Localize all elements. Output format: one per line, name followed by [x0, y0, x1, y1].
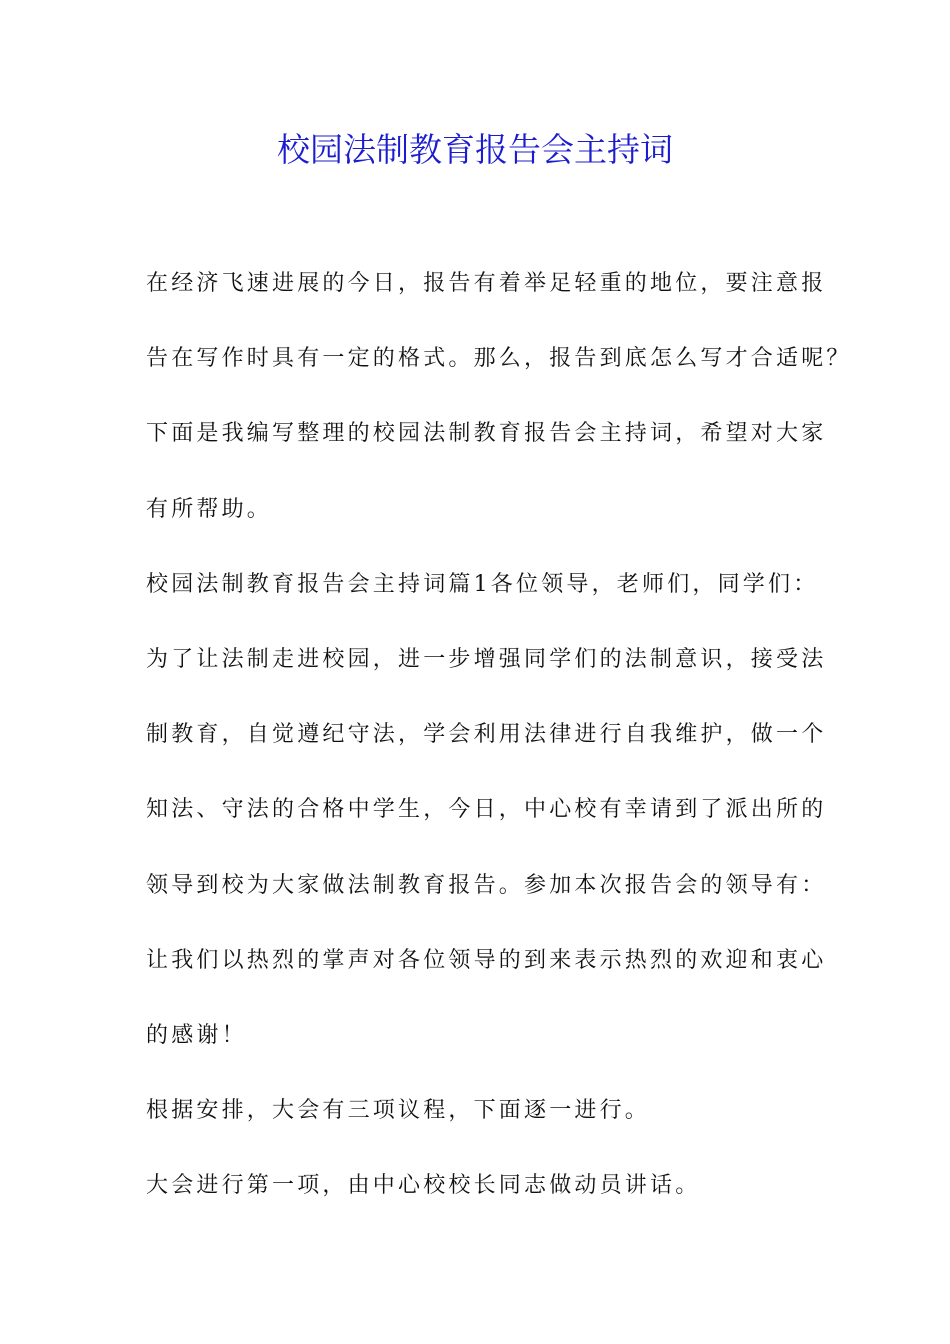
paragraph-line: 领导到校为大家做法制教育报告。参加本次报告会的领导有：	[146, 872, 827, 898]
paragraph-line: 告在写作时具有一定的格式。那么，报告到底怎么写才合适呢？	[146, 346, 852, 372]
paragraph-line: 让我们以热烈的掌声对各位领导的到来表示热烈的欢迎和衷心	[146, 947, 827, 973]
paragraph-line: 大会进行第一项，由中心校校长同志做动员讲话。	[146, 1173, 701, 1199]
paragraph-line: 校园法制教育报告会主持词篇1各位领导，老师们，同学们：	[146, 571, 819, 597]
paragraph-line: 为了让法制走进校园，进一步增强同学们的法制意识，接受法	[146, 646, 827, 672]
paragraph-line: 知法、守法的合格中学生，今日，中心校有幸请到了派出所的	[146, 797, 827, 823]
document-body	[146, 265, 852, 1205]
paragraph-line: 有所帮助。	[146, 496, 273, 522]
document-title: 校园法制教育报告会主持词	[277, 130, 673, 169]
paragraph-line: 根据安排，大会有三项议程，下面逐一进行。	[146, 1098, 651, 1124]
paragraph-line: 的感谢！	[146, 1022, 247, 1048]
paragraph-line: 下面是我编写整理的校园法制教育报告会主持词，希望对大家	[146, 421, 827, 447]
paragraph-line: 制教育，自觉遵纪守法，学会利用法律进行自我维护，做一个	[146, 722, 827, 748]
paragraph-line: 在经济飞速进展的今日，报告有着举足轻重的地位，要注意报	[146, 271, 827, 296]
